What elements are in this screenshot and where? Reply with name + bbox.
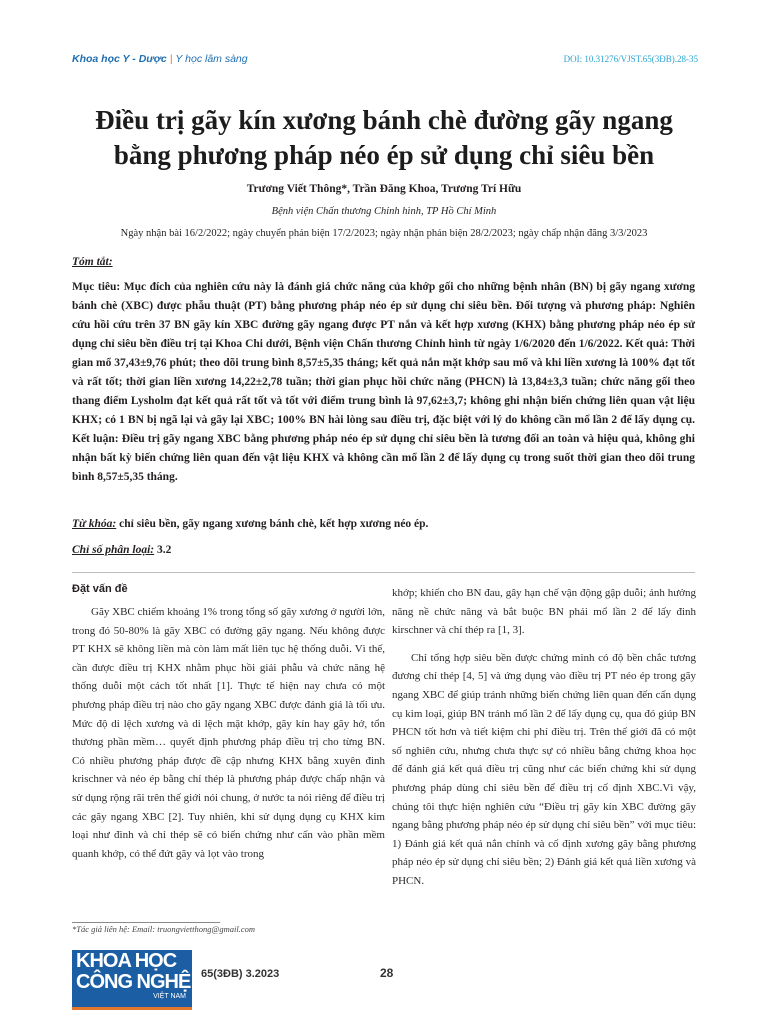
abstract-text: Mục tiêu: Mục đích của nghiên cứu này là đánh giá chức năng của khớp gối cho những bệnh nhân (BN) bị gãy ngang xương bánh chè (XBC) được phẫu thuật (PT) bằng phương pháp néo ép sử dụng chỉ siêu bền. Đối tượng và phương pháp: Nghiên cứu hồi cứu trên 37 BN gãy kín XBC đường gãy ngang được PT nắn và kết hợp xương (KHX) bằng phương pháp néo ép sử dụng chỉ siêu bền điều trị tại Khoa Chi dưới, Bệnh viện Chấn thương Chỉnh hình từ ngày 1/6/2020 đến 1/6/2022. Kết quả: Thời gian mổ 37,43±9,76 phút; theo dõi trung bình 8,57±5,35 tháng; kết quả nắn mặt khớp sau mổ và khi liền xương là 100% đạt tốt và rất tốt; thời gian liền xương 14,22±2,78 tuần; thời gian phục hồi chức năng (PHCN) là 13,84±3,3 tuần; chức năng gối theo thang điểm Lysholm đạt kết quả rất tốt và tốt với điểm trung bình là 97,62±3,7; không ghi nhận biến chứng liên quan vật liệu KHX; có 1 BN bị ngã lại và gãy lại XBC; 100% BN hài lòng sau điều trị, đặc biệt với lý do không cần mổ lần 2 để lấy dụng cụ. Kết luận: Điều trị gãy ngang XBC bằng phương pháp néo ép sử dụng chỉ siêu bền là tương đối an toàn và hiệu quả, không ghi nhận bất kỳ biến chứng liên quan đến vật liệu KHX và không cần mổ lần 2 để lấy dụng cụ trong suốt thời gian theo dõi trung bình 8,57±5,35 tháng.	[72, 281, 695, 483]
running-header	[72, 53, 698, 69]
keywords-value: chỉ siêu bền, gãy ngang xương bánh chè, kết hợp xương néo ép.	[119, 518, 429, 530]
issue-number: 65(3ĐB) 3.2023	[201, 968, 280, 980]
title-line-2: bằng phương pháp néo ép sử dụng chỉ siêu bền	[113, 140, 655, 170]
paragraph: khớp; khiến cho BN đau, gây hạn chế vận động gập duỗi; ảnh hưởng năng nề chức năng và bắt buộc BN phải mổ lần 2 để lấy đinh kirschner và chỉ thép ra [1, 3].	[392, 587, 696, 637]
logo-stripe	[72, 1007, 192, 1010]
classification-label: Chỉ số phân loại:	[72, 544, 155, 556]
title-line-1: Điều trị gãy kín xương bánh chè đường gãy ngang	[95, 105, 673, 135]
classification-row	[72, 544, 171, 556]
paragraph: Gãy XBC chiếm khoảng 1% trong tổng số gãy xương ở người lớn, trong đó 50-80% là gãy XBC có đường gãy ngang. Nếu không được PT KHX sẽ không liền mà còn làm mất liên tục hệ thống duỗi. Vì thế, cần được điều trị KHX nhằm phục hồi giải phẫu và chức năng hệ thống duỗi một cách tốt nhất [1]. Thực tế hiện nay chưa có một phương pháp điều trị nào cho gãy ngang XBC được đánh giá là tối ưu. Mức độ di lệch xương và di lệch mặt khớp, gãy kín hay gãy hở, tổn thương phần mềm… quyết định phương pháp điều trị cho từng BN. Có nhiều phương pháp được đề cập nhưng KHX bằng xuyên đinh krischner và néo ép bằng chỉ thép là phương pháp được chấp nhận và sử dụng rộng rãi trên thế giới nói chung, ở nước ta nói riêng để điều trị các gãy ngang XBC [2]. Tuy nhiên, khi sử dụng dụng cụ KHX kim loại như đinh và chỉ thép sẽ có biến chứng như cấn vào phần mềm quanh khớp, có thể đứt gãy và lọt vào trong	[72, 606, 385, 860]
keywords-row	[72, 518, 428, 530]
right-column	[392, 584, 696, 891]
logo-line-1: KHOA HỌC	[76, 950, 177, 972]
journal-section: Khoa học Y - Dược	[72, 53, 167, 65]
keywords-label: Từ khóa:	[72, 518, 117, 530]
footnote-rule	[72, 922, 220, 923]
submission-dates: Ngày nhận bài 16/2/2022; ngày chuyển phản biện 17/2/2023; ngày nhận phản biện 28/2/2023; ngày chấp nhận đăng 3/3/2023	[120, 228, 648, 239]
section-divider	[72, 572, 695, 573]
classification-value: 3.2	[157, 544, 172, 556]
article-title	[60, 103, 708, 173]
journal-subsection: Y học lâm sàng	[175, 53, 248, 65]
author-list: Trương Viết Thông*, Trần Đăng Khoa, Trương Trí Hữu	[246, 183, 522, 195]
left-column	[72, 603, 385, 863]
paragraph: Chỉ tổng hợp siêu bền được chứng minh có độ bền chắc tương đương chỉ thép [4, 5] và ứng dụng vào điều trị PT néo ép trong gãy ngang XBC để giúp tránh những biến chứng liên quan đến cấn dụng cụ kim loại, giúp BN tránh mổ lần 2 để lấy dụng cụ, qua đó giúp BN PHCN tốt hơn và tiết kiệm chi phí điều trị. Trên thế giới đã có một số nghiên cứu, nhưng chưa thực sự có nhiều bằng chứng khoa học để đánh giá kết quả điều trị cũng như các biến chứng khi sử dụng phương pháp dùng chỉ siêu bền để điều trị cố định XBC.Vì vậy, chúng tôi thực hiện nghiên cứu “Điều trị gãy kín XBC đường gãy ngang bằng phương pháp néo ép sử dụng chỉ siêu bền” với mục tiêu: 1) Đánh giá kết quả nắn chỉnh và cố định xương gãy bằng phương pháp néo ép sử dụng chỉ siêu bền; 2) Đánh giá kết quả liền xương và PHCN.	[392, 651, 696, 887]
abstract-label: Tóm tắt:	[72, 256, 113, 268]
journal-name	[72, 53, 248, 65]
logo-line-2: CÔNG NGHỆ	[76, 971, 191, 993]
page-number: 28	[380, 966, 394, 980]
journal-logo-badge	[72, 950, 192, 1010]
logo-line-3: VIỆT NAM	[153, 993, 186, 1000]
author-affiliation: Bệnh viện Chấn thương Chỉnh hình, TP Hồ Chí Minh	[271, 206, 497, 217]
doi-link[interactable]: DOI: 10.31276/VJST.65(3ĐB).28-35	[563, 54, 698, 64]
section-heading: Đặt vấn đề	[72, 583, 128, 595]
header-separator: |	[169, 53, 173, 65]
corresponding-author-footnote: *Tác giả liên hệ: Email: truongvietthong@gmail.com	[72, 924, 255, 934]
